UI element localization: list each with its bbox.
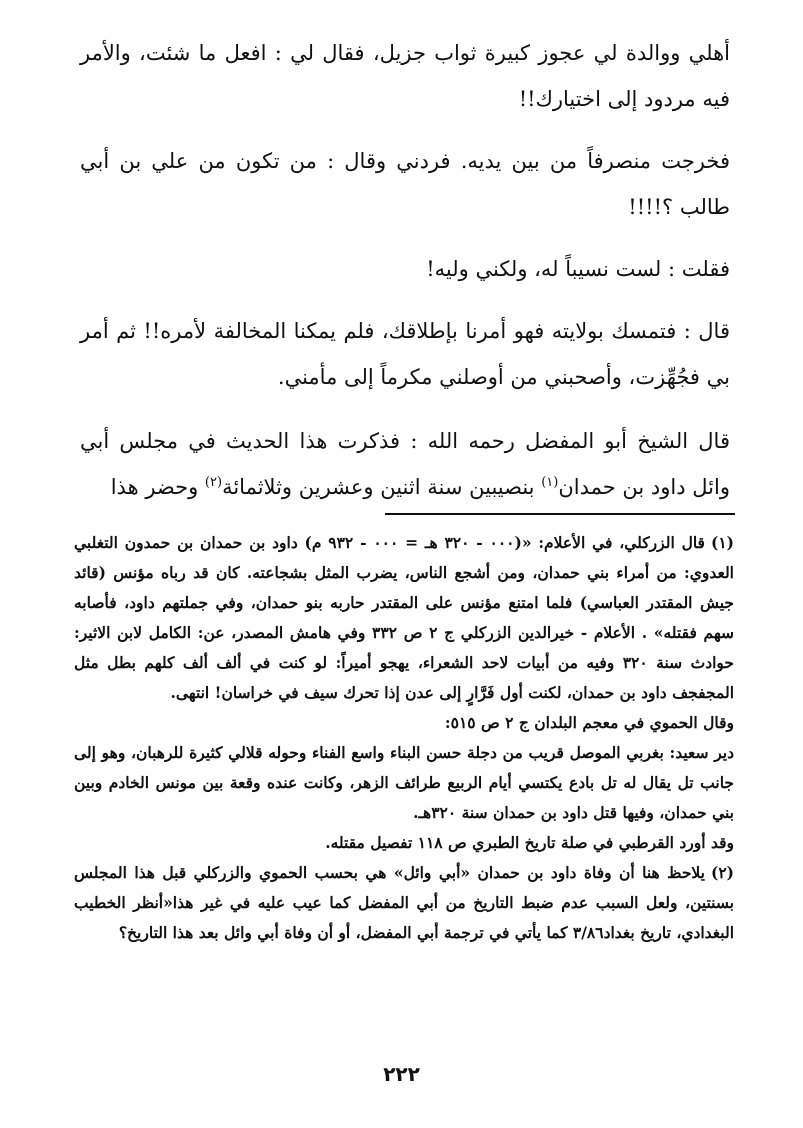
footnotes bbox=[74, 528, 734, 948]
paragraph-2: فخرجت منصرفاً من بين يديه. فردني وقال : من تكون من علي بن أبي طالب ؟!!!! bbox=[80, 149, 730, 219]
paragraph-5-part-c: وحضر هذا bbox=[110, 475, 205, 499]
footnote-1-number: (١) bbox=[710, 533, 734, 552]
paragraph-1: أهلي ووالدة لي عجوز كبيرة ثواب جزيل، فقال لي : افعل ما شئت، والأمر فيه مردود إلى اختيارك!! bbox=[80, 41, 730, 111]
footnote-1-line-3: دير سعيد: بغربي الموصل قريب من دجلة حسن البناء واسع الفناء وحوله قلالي كثيرة للرهبان، وهو إلى جانب تل يقال له تل بادع يكتسي أيام الربيع طرائف الزهر، وكانت عنده وقعة بين مونس الخادم وبين بني حمدان، وفيها قتل داود بن حمدان سنة ٣٢٠هـ. bbox=[74, 743, 734, 822]
footnote-2-number: (٢) bbox=[710, 863, 734, 882]
page-number: ٢٢٢ bbox=[383, 1062, 420, 1086]
paragraph-5 bbox=[80, 418, 730, 510]
main-text bbox=[80, 30, 730, 510]
footnote-1-text: قال الزركلي، في الأعلام: «(٠٠٠ - ٣٢٠ هـ = ٠٠٠ - ٩٣٢ م) داود بن حمدان بن حمدون التغلبي العدوي: من أمراء بني حمدان، ومن أشجع الناس، يضرب المثل بشجاعته. كان قد رباه مؤنس (قائد جيش المقتدر العباسي) فلما امتنع مؤنس على المقتدر حاربه بنو حمدان، وفي جملتهم داود، فأصابه سهم فقتله» . الأعلام - خيرالدين الزركلي ج ٢ ص ٣٣٢ وفي هامش المصدر، عن: الكامل لابن الاثير: حوادث سنة ٣٢٠ وفيه من أبيات لاحد الشعراء، يهجو أميراً: لو كنت في ألف ألف كلهم بطل مثل المجفجف داود بن حمدان، لكنت أول فَرَّارٍ إلى عدن إذا تحرك سيف في خراسان! انتهى. bbox=[74, 533, 734, 702]
footnote-ref-1[interactable]: (١) bbox=[541, 475, 559, 490]
footnote-divider bbox=[385, 513, 735, 515]
footnote-2-text: يلاحظ هنا أن وفاة داود بن حمدان «أبي وائل» هي بحسب الحموي والزركلي قبل هذا المجلس بسنتين، ولعل السبب عدم ضبط التاريخ من أبي المفضل كما عيب عليه في غير هذا«أنظر الخطيب البغدادي، تاريخ بغداد٣/٨٦ كما يأتي في ترجمة أبي المفضل، أو أن وفاة أبي وائل بعد هذا التاريخ؟ bbox=[74, 863, 734, 942]
footnote-1-line-2: وقال الحموي في معجم البلدان ج ٢ ص ٥١٥: bbox=[444, 713, 734, 732]
footnote-1 bbox=[74, 528, 734, 708]
footnote-2 bbox=[74, 858, 734, 948]
footnote-1-line-4: وقد أورد القرطبي في صلة تاريخ الطبري ص ١١٨ تفصيل مقتله. bbox=[325, 833, 734, 852]
paragraph-5-part-a: قال الشيخ أبو المفضل رحمه الله : فذكرت هذا الحديث في مجلس أبي وائل داود بن حمدان bbox=[80, 429, 730, 499]
paragraph-4: قال : فتمسك بولايته فهو أمرنا بإطلاقك، فلم يمكنا المخالفة لأمره!! ثم أمر بي فجُهِّزت، وأصحبني من أوصلني مكرماً إلى مأمني. bbox=[80, 319, 730, 389]
paragraph-3: فقلت : لست نسيباً له، ولكني وليه! bbox=[426, 257, 730, 281]
footnote-ref-2[interactable]: (٢) bbox=[204, 475, 223, 490]
paragraph-5-part-b: بنصيبين سنة اثنين وعشرين وثلاثمائة bbox=[222, 475, 542, 499]
